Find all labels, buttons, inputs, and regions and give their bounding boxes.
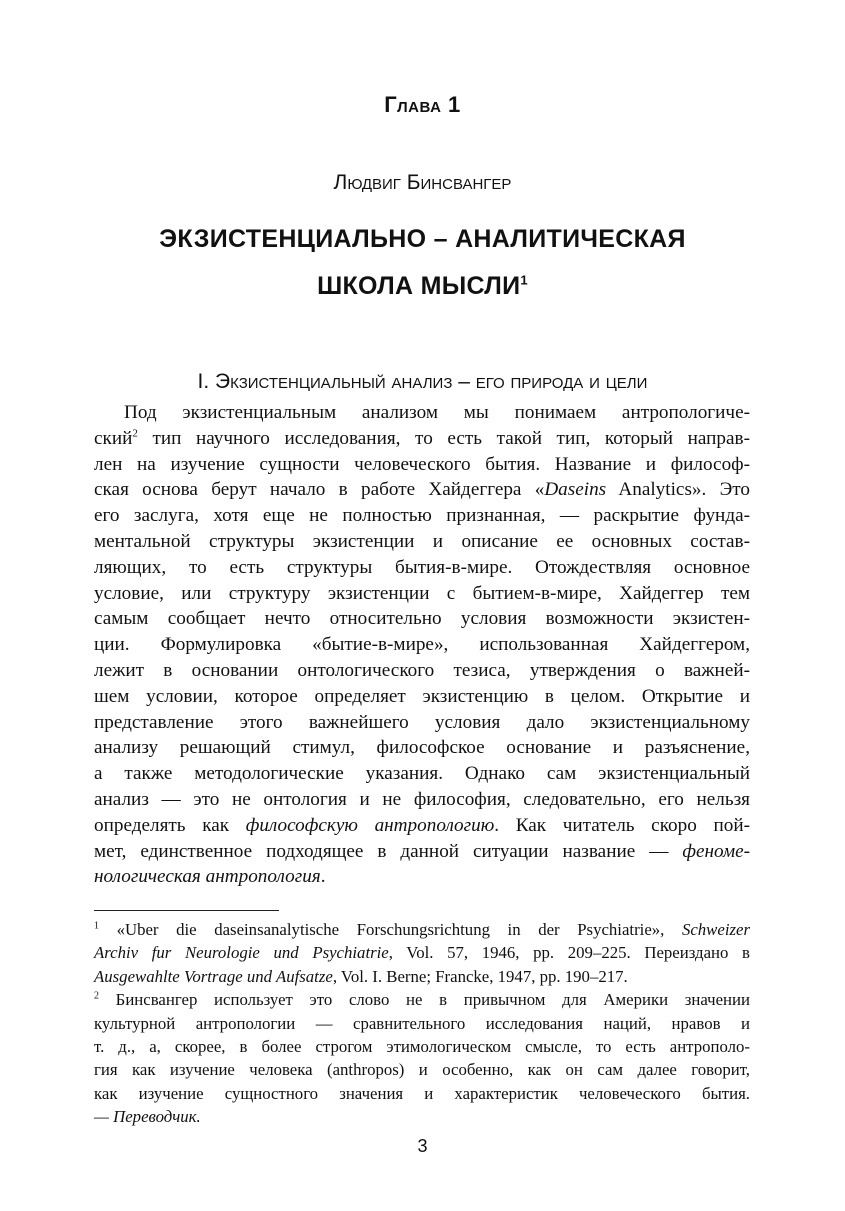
body-line: самым сообщает нечто относительно условия возможности экзистен- <box>94 608 750 630</box>
footnote-1-line: Ausgewahlte Vortrage und Aufsatze, Vol. I. Berne; Francke, 1947, pp. 190–217. <box>94 966 628 986</box>
footnote-1: $^1$ «Uber die daseinsanalytische Forschungsrichtung in der Psychiatrie», Schweizer <box>94 920 750 939</box>
body-line: анализу решающий стимул, философское основание и разъяснение, <box>94 737 750 759</box>
footnote-2: $^2$ Бинсвангер использует это слово не в привычном для Америки значении <box>94 990 750 1010</box>
body-line: условие, или структуру экзистенции с бытием-в-мире, Хайдеггер тем <box>94 582 750 604</box>
body-line: ментальной структуры экзистенции и описание ее основных состав- <box>94 530 750 552</box>
body-line: лен на изучение сущности человеческого бытия. Название и философ- <box>94 453 750 475</box>
chapter-title-text: ШКОЛА МЫСЛИ <box>317 272 521 300</box>
body-line: лежит в основании онтологического тезиса, утверждения о важней- <box>94 659 750 681</box>
footnote-ref-1[interactable]: 1 <box>520 272 528 288</box>
footnote-2-line: как изучение сущностного значения и характеристик человеческого бытия. <box>94 1083 750 1103</box>
footnote-2-line: культурной антропологии — сравнительного исследования наций, нравов и <box>94 1013 750 1033</box>
body-line: ляющих, то есть структуры бытия-в-мире. Отождествляя основное <box>94 556 750 578</box>
body-line: мет, единственное подходящее в данной ситуации название — феноме- <box>94 840 750 862</box>
footnote-2-line: — Переводчик. <box>94 1107 201 1127</box>
body-line: шем условии, которое определяет экзистенцию в целом. Открытие и <box>94 685 750 707</box>
chapter-heading: Глава 1 <box>384 92 461 117</box>
body-line: ская основа берут начало в работе Хайдеггера «Daseins Analytics». Это <box>94 479 750 501</box>
author-name: Людвиг Бинсвангер <box>333 171 512 194</box>
footnote-2-line: гия как изучение человека (anthropos) и особенно, как он сам далее говорит, <box>94 1060 750 1080</box>
body-line: ции. Формулировка «бытие-в-мире», использованная Хайдеггером, <box>94 634 750 656</box>
footnote-number-1: 1 <box>94 920 99 932</box>
body-line: ский$^2$ тип научного исследования, то есть такой тип, который направ- <box>94 427 750 449</box>
footnote-divider <box>94 910 279 911</box>
page-number: 3 <box>417 1136 428 1156</box>
body-line: определять как философскую антропологию. Как читатель скоро пой- <box>94 814 750 836</box>
footnote-number-2: 2 <box>94 990 99 1002</box>
body-line: анализ — это не онтология и не философия, следовательно, его нельзя <box>94 788 750 810</box>
footnote-ref-2[interactable]: 2 <box>132 427 138 440</box>
footnote-1-line: Archiv fur Neurologie und Psychiatrie, Vol. 57, 1946, pp. 209–225. Переиздано в <box>94 943 750 963</box>
body-line: Под экзистенциальным анализом мы понимаем антропологиче- <box>124 402 750 423</box>
section-heading: I. Экзистенциальный анализ – его природа и цели <box>197 370 648 393</box>
body-paragraph <box>94 400 750 890</box>
chapter-title-line-1: ЭКЗИСТЕНЦИАЛЬНО – АНАЛИТИЧЕСКАЯ <box>159 225 686 253</box>
chapter-title <box>0 216 845 310</box>
body-line: нологическая антропология. <box>94 866 326 888</box>
chapter-title-line-2 <box>0 263 845 310</box>
body-line: его заслуга, хотя еще не полностью признанная, — раскрытие фунда- <box>94 505 750 527</box>
body-line: представление этого важнейшего условия дало экзистенциальному <box>94 711 750 733</box>
body-line: а также методологические указания. Однако сам экзистенциальный <box>94 763 750 785</box>
footnotes <box>94 918 750 1129</box>
footnote-2-line: т. д., а, скорее, в более строгом этимологическом смысле, то есть антрополо- <box>94 1037 750 1057</box>
